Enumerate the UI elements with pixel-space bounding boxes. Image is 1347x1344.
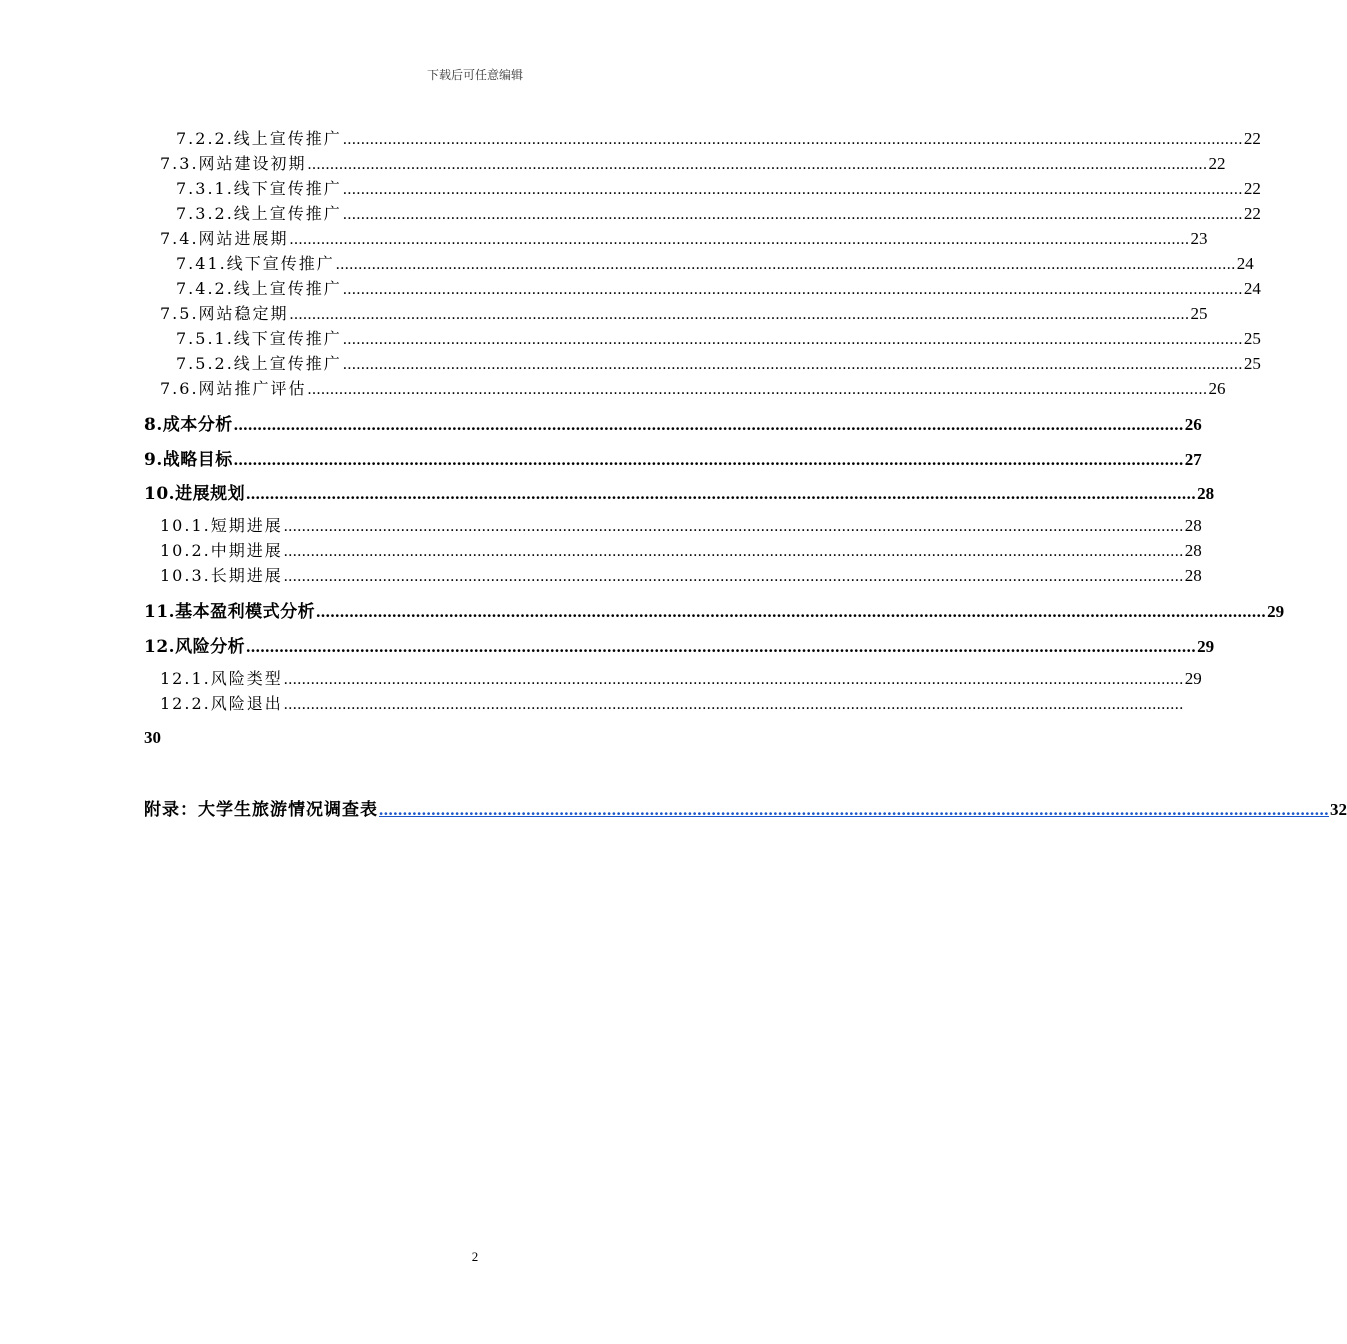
toc-entry-label: 7.6.网站推广评估 xyxy=(160,379,307,398)
toc-entry-page: 26 xyxy=(1208,379,1226,398)
toc-entry-page: 26 xyxy=(1184,415,1202,434)
toc-entry-page: 27 xyxy=(1184,450,1202,469)
toc-entry-page: 22 xyxy=(1243,129,1261,148)
toc-entry-page: 32 xyxy=(1330,800,1347,819)
toc-entry-label: 10.2.中期进展 xyxy=(160,541,283,560)
toc-leader-dots: ........................................................................................................................................................................................................ xyxy=(283,696,1184,713)
toc-entry-label: 12.2.风险退出 xyxy=(160,694,283,713)
toc-leader-dots: ........................................................................................................................................................................................................ xyxy=(283,543,1184,560)
toc-entry[interactable] xyxy=(176,126,1261,149)
toc-leader-dots: ........................................................................................................................................................................................................ xyxy=(379,800,1329,819)
toc-entry-label: 12.风险分析 xyxy=(144,637,246,657)
toc-entry-page: 29 xyxy=(1197,637,1215,656)
toc-entry[interactable] xyxy=(160,301,1208,324)
toc-entry-page: 22 xyxy=(1208,154,1226,173)
toc-entry[interactable] xyxy=(176,201,1261,224)
toc-leader-dots: ........................................................................................................................................................................................................ xyxy=(289,306,1190,323)
toc-entry[interactable] xyxy=(176,326,1261,349)
toc-entry-label: 附录：大学生旅游情况调查表 xyxy=(144,800,378,820)
toc-entry-label: 7.5.1.线下宣传推广 xyxy=(176,329,342,348)
toc-entry[interactable] xyxy=(160,376,1226,399)
toc-entry-label: 10.进展规划 xyxy=(144,484,246,504)
toc-entry-page: 28 xyxy=(1184,516,1202,535)
toc-entry-label: 7.41.线下宣传推广 xyxy=(176,254,335,273)
toc-leader-dots: ........................................................................................................................................................................................................ xyxy=(307,381,1208,398)
toc-entry-page: 22 xyxy=(1243,204,1261,223)
toc-entry[interactable] xyxy=(144,479,1215,504)
toc-entry-label: 11.基本盈利模式分析 xyxy=(144,602,316,622)
toc-entry[interactable] xyxy=(144,410,1202,435)
toc-entry-page: 29 xyxy=(1267,602,1285,621)
toc-entry-label: 7.2.2.线上宣传推广 xyxy=(176,129,342,148)
toc-leader-dots: ........................................................................................................................................................................................................ xyxy=(342,181,1243,198)
toc-entry[interactable] xyxy=(160,513,1202,536)
toc-leader-dots: ........................................................................................................................................................................................................ xyxy=(289,231,1190,248)
toc-entry-page: 24 xyxy=(1243,279,1261,298)
toc-entry[interactable] xyxy=(176,251,1254,274)
toc-overflow-page-number: 30 xyxy=(144,728,161,747)
toc-entry[interactable] xyxy=(144,632,1215,657)
toc-entry-label: 7.4.2.线上宣传推广 xyxy=(176,279,342,298)
toc-entry-page: 22 xyxy=(1243,179,1261,198)
toc-entry-label: 7.3.网站建设初期 xyxy=(160,154,307,173)
toc-entry[interactable] xyxy=(160,563,1202,586)
toc-entry-page: 28 xyxy=(1197,484,1215,503)
toc-leader-dots: ........................................................................................................................................................................................................ xyxy=(342,206,1243,223)
toc-leader-dots: ........................................................................................................................................................................................................ xyxy=(246,484,1197,503)
toc-entry-label: 8.成本分析 xyxy=(144,415,233,435)
toc-entry-label: 7.3.2.线上宣传推广 xyxy=(176,204,342,223)
toc-entry-page: 28 xyxy=(1184,566,1202,585)
toc-entry[interactable] xyxy=(160,226,1208,249)
toc-entry[interactable] xyxy=(160,151,1226,174)
toc-entry-label: 7.4.网站进展期 xyxy=(160,229,289,248)
toc-entry[interactable] xyxy=(144,597,1285,622)
toc-entry-label: 7.5.网站稳定期 xyxy=(160,304,289,323)
toc-entry-page: 25 xyxy=(1243,354,1261,373)
toc-leader-dots: ........................................................................................................................................................................................................ xyxy=(342,131,1243,148)
toc-entry[interactable] xyxy=(176,176,1261,199)
toc-leader-dots: ........................................................................................................................................................................................................ xyxy=(233,450,1184,469)
toc-leader-dots: ........................................................................................................................................................................................................ xyxy=(246,637,1197,656)
toc-entry[interactable] xyxy=(176,276,1261,299)
toc-entry-page: 28 xyxy=(1184,541,1202,560)
toc-leader-dots: ........................................................................................................................................................................................................ xyxy=(233,415,1184,434)
toc-entry-label: 7.3.1.线下宣传推广 xyxy=(176,179,342,198)
toc-leader-dots: ........................................................................................................................................................................................................ xyxy=(335,256,1236,273)
toc-entry-label: 10.3.长期进展 xyxy=(160,566,283,585)
page-header: 下载后可任意编辑 xyxy=(426,68,523,82)
toc-entry[interactable] xyxy=(160,691,1184,714)
toc-entry-label: 9.战略目标 xyxy=(144,450,233,470)
toc-entry[interactable] xyxy=(160,538,1202,561)
toc-leader-dots: ........................................................................................................................................................................................................ xyxy=(316,602,1267,621)
toc-entry[interactable] xyxy=(176,351,1261,374)
page-number: 2 xyxy=(471,1249,479,1264)
toc-entry-page: 29 xyxy=(1184,669,1202,688)
toc-entry-page: 25 xyxy=(1190,304,1208,323)
toc-entry[interactable] xyxy=(144,445,1202,470)
toc-leader-dots: ........................................................................................................................................................................................................ xyxy=(283,568,1184,585)
toc-leader-dots: ........................................................................................................................................................................................................ xyxy=(342,331,1243,348)
toc-leader-dots: ........................................................................................................................................................................................................ xyxy=(283,671,1184,688)
toc-entry-label: 12.1.风险类型 xyxy=(160,669,283,688)
toc-leader-dots: ........................................................................................................................................................................................................ xyxy=(283,518,1184,535)
toc-entry-page: 24 xyxy=(1236,254,1254,273)
toc-leader-dots: ........................................................................................................................................................................................................ xyxy=(342,281,1243,298)
toc-entry-label: 10.1.短期进展 xyxy=(160,516,283,535)
toc-entry-label: 7.5.2.线上宣传推广 xyxy=(176,354,342,373)
toc-entry-page: 23 xyxy=(1190,229,1208,248)
toc-appendix-link[interactable] xyxy=(144,795,1347,820)
toc-leader-dots: ........................................................................................................................................................................................................ xyxy=(342,356,1243,373)
toc-leader-dots: ........................................................................................................................................................................................................ xyxy=(307,156,1208,173)
toc-entry-page: 25 xyxy=(1243,329,1261,348)
toc-entry[interactable] xyxy=(160,666,1202,689)
